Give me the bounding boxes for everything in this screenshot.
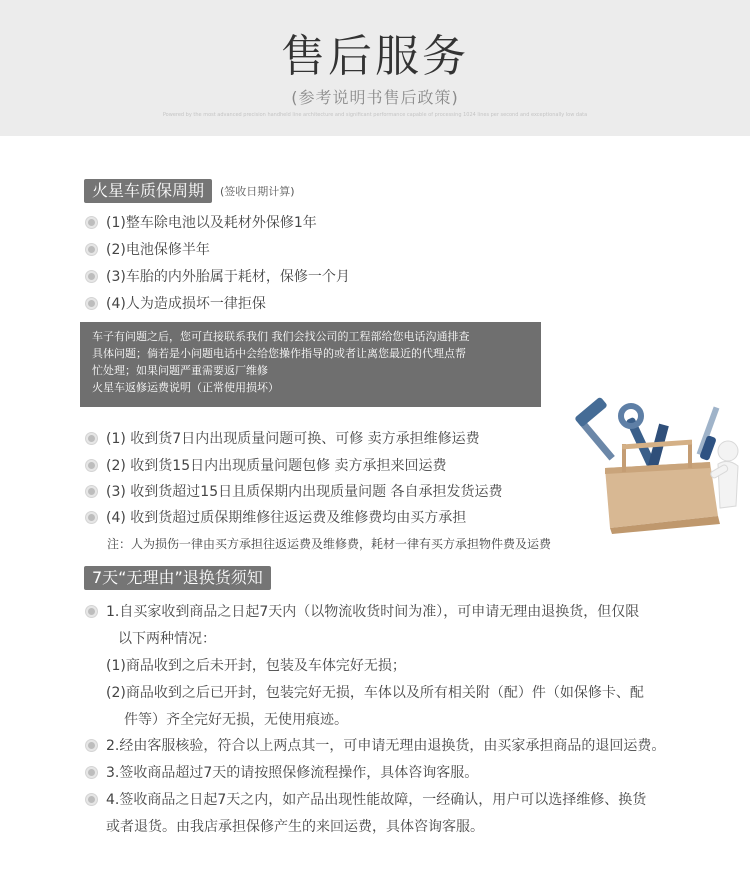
- notice-line: 具体问题；倘若是小问题电话中会给您操作指导的或者让离您最近的代理点帮: [92, 347, 466, 360]
- returns-heading-label: 7天“无理由”退换货须知: [84, 566, 271, 590]
- header-fineprint: Powered by the most advanced precision handheld line architecture and significant performance capable of processing 1024 lines per second and exceptionally low data: [162, 112, 588, 118]
- bullet-icon: [86, 460, 97, 471]
- returns-subitem-continuation: 件等）齐全完好无损，无使用痕迹。: [124, 712, 348, 728]
- repair-item: [86, 481, 503, 501]
- repair-item-text: (4) 收到货超过质保期维修往返运费及维修费均由买方承担: [106, 510, 467, 526]
- page-title: 售后服务: [281, 31, 469, 82]
- bullet-icon: [86, 740, 97, 751]
- bullet-icon: [86, 433, 97, 444]
- warranty-item: [86, 293, 266, 313]
- returns-subitem: (1)商品收到之后未开封，包装及车体完好无损；: [106, 658, 406, 674]
- repair-item: [86, 428, 480, 448]
- returns-item: [86, 601, 639, 621]
- bullet-icon: [86, 794, 97, 805]
- hammer-icon: [574, 396, 615, 460]
- returns-item: [86, 762, 478, 782]
- repair-item: [86, 507, 466, 527]
- warranty-item: [86, 239, 210, 259]
- warranty-item: [86, 266, 350, 286]
- header-banner: [0, 0, 750, 136]
- toolbox-with-tools-icon: [560, 396, 750, 552]
- warranty-item: [86, 212, 317, 232]
- bullet-icon: [86, 217, 97, 228]
- repair-item-text: (2) 收到货15日内出现质量问题包修 卖方承担来回运费: [106, 458, 447, 474]
- page-subtitle: (参考说明书售后政策): [291, 88, 459, 107]
- repair-item: [86, 455, 447, 475]
- repair-item-text: (1) 收到货7日内出现质量问题可换、可修 卖方承担维修运费: [106, 431, 480, 447]
- returns-item-text: 3.签收商品超过7天的请按照保修流程操作，具体咨询客服。: [106, 765, 479, 781]
- bullet-icon: [86, 512, 97, 523]
- notice-line: 车子有问题之后，您可直接联系我们 我们会找公司的工程部给您电话沟通排查: [92, 330, 470, 343]
- warranty-item-text: (3)车胎的内外胎属于耗材，保修一个月: [106, 269, 350, 285]
- returns-item-continuation: 或者退货。由我店承担保修产生的来回运费，具体咨询客服。: [106, 819, 484, 835]
- warranty-heading-label: 火星车质保周期: [84, 179, 212, 203]
- bullet-icon: [86, 244, 97, 255]
- returns-subitem: (2)商品收到之后已开封，包装完好无损，车体以及所有相关附（配）件（如保修卡、配: [106, 685, 644, 701]
- returns-item: [86, 735, 665, 755]
- warranty-heading-note: (签收日期计算): [220, 185, 295, 198]
- repair-footnote: 注：人为损伤一律由买方承担往返运费及维修费，耗材一律有买方承担物件费及运费: [107, 537, 552, 551]
- returns-item-continuation: 以下两种情况：: [118, 631, 216, 647]
- warranty-item-text: (4)人为造成损坏一律拒保: [106, 296, 266, 312]
- warranty-section-heading: [84, 179, 295, 203]
- returns-section-heading: [84, 566, 271, 590]
- returns-item-text: 4.签收商品之日起7天之内，如产品出现性能故障，一经确认，用户可以选择维修、换货: [106, 792, 647, 808]
- repair-item-text: (3) 收到货超过15日且质保期内出现质量问题 各自承担发货运费: [106, 484, 503, 500]
- contact-notice-box: [80, 322, 541, 407]
- bullet-icon: [86, 767, 97, 778]
- screwdriver-icon: [697, 406, 720, 461]
- warranty-item-text: (1)整车除电池以及耗材外保修1年: [106, 215, 317, 231]
- bullet-icon: [86, 606, 97, 617]
- bullet-icon: [86, 486, 97, 497]
- returns-item-text: 1.自买家收到商品之日起7天内（以物流收货时间为准），可申请无理由退换货，但仅限: [106, 604, 640, 620]
- returns-item: [86, 789, 646, 809]
- warranty-item-text: (2)电池保修半年: [106, 242, 210, 258]
- returns-item-text: 2.经由客服核验，符合以上两点其一，可申请无理由退换货，由买家承担商品的退回运费。: [106, 738, 666, 754]
- notice-line: 忙处理；如果问题严重需要返厂维修: [92, 364, 268, 377]
- notice-line: 火星车返修运费说明（正常使用损坏）: [92, 381, 279, 394]
- bullet-icon: [86, 298, 97, 309]
- bullet-icon: [86, 271, 97, 282]
